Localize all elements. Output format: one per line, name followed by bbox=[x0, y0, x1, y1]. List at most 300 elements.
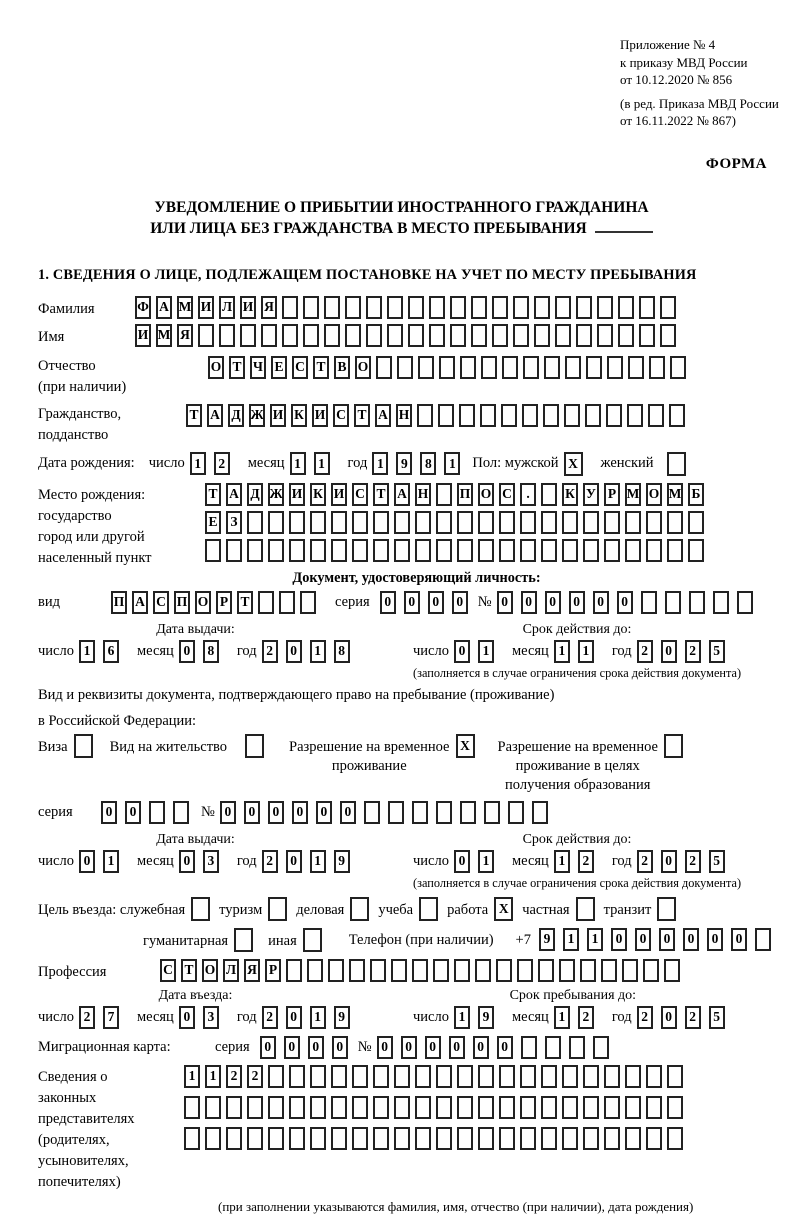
char-cell[interactable] bbox=[523, 356, 539, 379]
char-cell[interactable] bbox=[660, 296, 676, 319]
char-cell[interactable]: 0 bbox=[404, 591, 420, 614]
char-cell[interactable] bbox=[520, 1065, 536, 1088]
char-cell[interactable] bbox=[331, 1096, 347, 1119]
char-cell[interactable]: М bbox=[625, 483, 641, 506]
char-cell[interactable] bbox=[226, 1096, 242, 1119]
char-cell[interactable]: 1 bbox=[478, 640, 494, 663]
char-cell[interactable] bbox=[597, 324, 613, 347]
char-cell[interactable] bbox=[576, 897, 595, 921]
char-cell[interactable] bbox=[394, 1096, 410, 1119]
char-cell[interactable] bbox=[436, 1127, 452, 1150]
char-cell[interactable]: С bbox=[292, 356, 308, 379]
char-cell[interactable] bbox=[471, 296, 487, 319]
char-cell[interactable] bbox=[565, 356, 581, 379]
char-cell[interactable] bbox=[286, 959, 302, 982]
char-cell[interactable]: И bbox=[135, 324, 151, 347]
char-cell[interactable] bbox=[226, 539, 242, 562]
char-cell[interactable]: 5 bbox=[709, 850, 725, 873]
char-cell[interactable] bbox=[559, 959, 575, 982]
char-cell[interactable] bbox=[541, 1096, 557, 1119]
char-cell[interactable] bbox=[492, 324, 508, 347]
char-cell[interactable] bbox=[352, 1127, 368, 1150]
char-cell[interactable]: И bbox=[198, 296, 214, 319]
char-cell[interactable] bbox=[373, 1065, 389, 1088]
char-cell[interactable] bbox=[586, 356, 602, 379]
char-cell[interactable] bbox=[282, 324, 298, 347]
char-cell[interactable] bbox=[502, 356, 518, 379]
char-cell[interactable]: 1 bbox=[563, 928, 579, 951]
char-cell[interactable]: 1 bbox=[372, 452, 388, 475]
char-cell[interactable]: Е bbox=[205, 511, 221, 534]
char-cell[interactable]: 1 bbox=[554, 1006, 570, 1029]
char-cell[interactable] bbox=[173, 801, 189, 824]
char-cell[interactable] bbox=[597, 296, 613, 319]
char-cell[interactable] bbox=[376, 356, 392, 379]
char-cell[interactable]: Т bbox=[313, 356, 329, 379]
char-cell[interactable]: 9 bbox=[334, 1006, 350, 1029]
char-cell[interactable] bbox=[439, 356, 455, 379]
char-cell[interactable]: Ф bbox=[135, 296, 151, 319]
char-cell[interactable] bbox=[310, 1127, 326, 1150]
char-cell[interactable] bbox=[205, 539, 221, 562]
char-cell[interactable] bbox=[457, 1065, 473, 1088]
char-cell[interactable] bbox=[646, 539, 662, 562]
char-cell[interactable]: 2 bbox=[262, 1006, 278, 1029]
char-cell[interactable] bbox=[521, 1036, 537, 1059]
char-cell[interactable]: С bbox=[352, 483, 368, 506]
char-cell[interactable] bbox=[324, 324, 340, 347]
char-cell[interactable]: 1 bbox=[290, 452, 306, 475]
char-cell[interactable]: 2 bbox=[685, 1006, 701, 1029]
char-cell[interactable] bbox=[601, 959, 617, 982]
char-cell[interactable] bbox=[585, 404, 601, 427]
char-cell[interactable]: И bbox=[312, 404, 328, 427]
char-cell[interactable]: 2 bbox=[578, 1006, 594, 1029]
char-cell[interactable]: 0 bbox=[452, 591, 468, 614]
char-cell[interactable] bbox=[268, 511, 284, 534]
char-cell[interactable] bbox=[499, 539, 515, 562]
char-cell[interactable] bbox=[419, 897, 438, 921]
char-cell[interactable]: 0 bbox=[731, 928, 747, 951]
char-cell[interactable] bbox=[436, 1096, 452, 1119]
char-cell[interactable]: 0 bbox=[308, 1036, 324, 1059]
char-cell[interactable]: 1 bbox=[310, 850, 326, 873]
char-cell[interactable] bbox=[664, 734, 683, 758]
char-cell[interactable] bbox=[520, 1096, 536, 1119]
char-cell[interactable] bbox=[436, 483, 452, 506]
char-cell[interactable] bbox=[499, 1127, 515, 1150]
char-cell[interactable] bbox=[649, 356, 665, 379]
char-cell[interactable]: К bbox=[310, 483, 326, 506]
char-cell[interactable]: 3 bbox=[203, 850, 219, 873]
char-cell[interactable] bbox=[268, 897, 287, 921]
char-cell[interactable] bbox=[622, 959, 638, 982]
char-cell[interactable] bbox=[457, 1096, 473, 1119]
char-cell[interactable]: О bbox=[478, 483, 494, 506]
char-cell[interactable]: Н bbox=[396, 404, 412, 427]
char-cell[interactable] bbox=[713, 591, 729, 614]
char-cell[interactable] bbox=[499, 511, 515, 534]
char-cell[interactable] bbox=[541, 1127, 557, 1150]
char-cell[interactable]: 9 bbox=[478, 1006, 494, 1029]
char-cell[interactable]: Т bbox=[373, 483, 389, 506]
char-cell[interactable]: 0 bbox=[661, 1006, 677, 1029]
char-cell[interactable] bbox=[307, 959, 323, 982]
char-cell[interactable] bbox=[604, 1096, 620, 1119]
char-cell[interactable] bbox=[240, 324, 256, 347]
char-cell[interactable] bbox=[457, 539, 473, 562]
char-cell[interactable] bbox=[373, 511, 389, 534]
char-cell[interactable] bbox=[415, 539, 431, 562]
char-cell[interactable] bbox=[499, 1096, 515, 1119]
char-cell[interactable] bbox=[429, 324, 445, 347]
char-cell[interactable]: X bbox=[494, 897, 513, 921]
char-cell[interactable]: Р bbox=[265, 959, 281, 982]
char-cell[interactable]: Д bbox=[247, 483, 263, 506]
char-cell[interactable] bbox=[415, 1065, 431, 1088]
char-cell[interactable]: Р bbox=[216, 591, 232, 614]
char-cell[interactable]: Б bbox=[688, 483, 704, 506]
char-cell[interactable] bbox=[289, 511, 305, 534]
char-cell[interactable]: 8 bbox=[203, 640, 219, 663]
char-cell[interactable] bbox=[310, 511, 326, 534]
char-cell[interactable] bbox=[660, 324, 676, 347]
char-cell[interactable] bbox=[618, 296, 634, 319]
char-cell[interactable] bbox=[268, 1096, 284, 1119]
char-cell[interactable] bbox=[460, 801, 476, 824]
char-cell[interactable] bbox=[438, 404, 454, 427]
char-cell[interactable] bbox=[394, 1127, 410, 1150]
char-cell[interactable] bbox=[541, 511, 557, 534]
char-cell[interactable] bbox=[508, 801, 524, 824]
char-cell[interactable]: 0 bbox=[683, 928, 699, 951]
char-cell[interactable]: 1 bbox=[79, 640, 95, 663]
char-cell[interactable]: 0 bbox=[286, 850, 302, 873]
char-cell[interactable]: Т bbox=[237, 591, 253, 614]
char-cell[interactable] bbox=[643, 959, 659, 982]
char-cell[interactable]: 1 bbox=[184, 1065, 200, 1088]
char-cell[interactable]: 0 bbox=[454, 640, 470, 663]
char-cell[interactable]: Л bbox=[223, 959, 239, 982]
char-cell[interactable] bbox=[415, 1096, 431, 1119]
char-cell[interactable] bbox=[513, 296, 529, 319]
char-cell[interactable] bbox=[247, 1096, 263, 1119]
char-cell[interactable] bbox=[534, 296, 550, 319]
char-cell[interactable] bbox=[460, 356, 476, 379]
char-cell[interactable]: 1 bbox=[454, 1006, 470, 1029]
char-cell[interactable] bbox=[352, 539, 368, 562]
char-cell[interactable]: С bbox=[333, 404, 349, 427]
char-cell[interactable] bbox=[373, 539, 389, 562]
char-cell[interactable]: М bbox=[156, 324, 172, 347]
char-cell[interactable] bbox=[669, 404, 685, 427]
char-cell[interactable] bbox=[688, 539, 704, 562]
char-cell[interactable] bbox=[545, 1036, 561, 1059]
char-cell[interactable] bbox=[475, 959, 491, 982]
char-cell[interactable]: 0 bbox=[179, 640, 195, 663]
char-cell[interactable] bbox=[517, 959, 533, 982]
char-cell[interactable] bbox=[604, 511, 620, 534]
char-cell[interactable] bbox=[387, 296, 403, 319]
char-cell[interactable] bbox=[665, 591, 681, 614]
char-cell[interactable] bbox=[429, 296, 445, 319]
char-cell[interactable]: О bbox=[355, 356, 371, 379]
char-cell[interactable]: 2 bbox=[262, 640, 278, 663]
char-cell[interactable] bbox=[628, 356, 644, 379]
char-cell[interactable]: К bbox=[291, 404, 307, 427]
char-cell[interactable]: 0 bbox=[292, 801, 308, 824]
char-cell[interactable] bbox=[417, 404, 433, 427]
char-cell[interactable]: 2 bbox=[247, 1065, 263, 1088]
char-cell[interactable] bbox=[541, 483, 557, 506]
char-cell[interactable] bbox=[324, 296, 340, 319]
char-cell[interactable] bbox=[755, 928, 771, 951]
char-cell[interactable] bbox=[387, 324, 403, 347]
char-cell[interactable] bbox=[433, 959, 449, 982]
char-cell[interactable] bbox=[436, 539, 452, 562]
char-cell[interactable]: Е bbox=[271, 356, 287, 379]
char-cell[interactable]: 0 bbox=[454, 850, 470, 873]
char-cell[interactable]: 0 bbox=[661, 640, 677, 663]
char-cell[interactable] bbox=[562, 1096, 578, 1119]
char-cell[interactable] bbox=[289, 539, 305, 562]
char-cell[interactable]: 3 bbox=[203, 1006, 219, 1029]
char-cell[interactable]: 1 bbox=[444, 452, 460, 475]
char-cell[interactable] bbox=[331, 1065, 347, 1088]
char-cell[interactable]: 1 bbox=[478, 850, 494, 873]
char-cell[interactable]: 0 bbox=[220, 801, 236, 824]
char-cell[interactable] bbox=[289, 1096, 305, 1119]
char-cell[interactable] bbox=[478, 1127, 494, 1150]
char-cell[interactable] bbox=[457, 511, 473, 534]
char-cell[interactable] bbox=[459, 404, 475, 427]
char-cell[interactable] bbox=[303, 324, 319, 347]
char-cell[interactable] bbox=[618, 324, 634, 347]
char-cell[interactable]: 5 bbox=[709, 640, 725, 663]
char-cell[interactable] bbox=[625, 1127, 641, 1150]
char-cell[interactable]: С bbox=[160, 959, 176, 982]
char-cell[interactable]: А bbox=[394, 483, 410, 506]
char-cell[interactable] bbox=[667, 452, 686, 476]
char-cell[interactable]: З bbox=[226, 511, 242, 534]
char-cell[interactable]: 1 bbox=[205, 1065, 221, 1088]
char-cell[interactable] bbox=[478, 539, 494, 562]
char-cell[interactable]: Я bbox=[177, 324, 193, 347]
char-cell[interactable] bbox=[583, 1127, 599, 1150]
char-cell[interactable]: А bbox=[226, 483, 242, 506]
char-cell[interactable] bbox=[562, 1065, 578, 1088]
char-cell[interactable]: 0 bbox=[425, 1036, 441, 1059]
char-cell[interactable]: П bbox=[457, 483, 473, 506]
char-cell[interactable]: Р bbox=[604, 483, 620, 506]
char-cell[interactable] bbox=[604, 539, 620, 562]
char-cell[interactable]: А bbox=[375, 404, 391, 427]
char-cell[interactable]: Д bbox=[228, 404, 244, 427]
char-cell[interactable] bbox=[74, 734, 93, 758]
char-cell[interactable]: 1 bbox=[554, 850, 570, 873]
char-cell[interactable]: 0 bbox=[473, 1036, 489, 1059]
char-cell[interactable] bbox=[646, 1127, 662, 1150]
char-cell[interactable] bbox=[555, 296, 571, 319]
char-cell[interactable]: 1 bbox=[103, 850, 119, 873]
char-cell[interactable] bbox=[627, 404, 643, 427]
char-cell[interactable] bbox=[279, 591, 295, 614]
char-cell[interactable] bbox=[310, 1065, 326, 1088]
char-cell[interactable]: Т bbox=[205, 483, 221, 506]
char-cell[interactable] bbox=[646, 1065, 662, 1088]
char-cell[interactable] bbox=[496, 959, 512, 982]
char-cell[interactable]: 0 bbox=[497, 1036, 513, 1059]
char-cell[interactable] bbox=[412, 801, 428, 824]
char-cell[interactable] bbox=[513, 324, 529, 347]
char-cell[interactable] bbox=[667, 539, 683, 562]
char-cell[interactable]: 1 bbox=[587, 928, 603, 951]
char-cell[interactable] bbox=[373, 1127, 389, 1150]
char-cell[interactable] bbox=[258, 591, 274, 614]
char-cell[interactable] bbox=[310, 539, 326, 562]
char-cell[interactable]: И bbox=[240, 296, 256, 319]
char-cell[interactable]: Ж bbox=[249, 404, 265, 427]
char-cell[interactable] bbox=[583, 511, 599, 534]
char-cell[interactable]: О bbox=[646, 483, 662, 506]
char-cell[interactable] bbox=[366, 296, 382, 319]
char-cell[interactable] bbox=[412, 959, 428, 982]
char-cell[interactable] bbox=[478, 1096, 494, 1119]
char-cell[interactable] bbox=[564, 404, 580, 427]
char-cell[interactable]: 0 bbox=[659, 928, 675, 951]
char-cell[interactable] bbox=[300, 591, 316, 614]
char-cell[interactable] bbox=[247, 539, 263, 562]
char-cell[interactable] bbox=[625, 1096, 641, 1119]
char-cell[interactable] bbox=[499, 1065, 515, 1088]
char-cell[interactable]: 0 bbox=[179, 850, 195, 873]
char-cell[interactable] bbox=[541, 539, 557, 562]
char-cell[interactable]: А bbox=[207, 404, 223, 427]
char-cell[interactable]: С bbox=[153, 591, 169, 614]
char-cell[interactable] bbox=[436, 801, 452, 824]
char-cell[interactable] bbox=[667, 1127, 683, 1150]
char-cell[interactable]: 2 bbox=[79, 1006, 95, 1029]
char-cell[interactable]: И bbox=[289, 483, 305, 506]
char-cell[interactable] bbox=[394, 1065, 410, 1088]
char-cell[interactable] bbox=[408, 296, 424, 319]
char-cell[interactable] bbox=[289, 1065, 305, 1088]
char-cell[interactable] bbox=[648, 404, 664, 427]
char-cell[interactable] bbox=[646, 511, 662, 534]
char-cell[interactable]: Л bbox=[219, 296, 235, 319]
char-cell[interactable]: 0 bbox=[593, 591, 609, 614]
char-cell[interactable]: 0 bbox=[260, 1036, 276, 1059]
char-cell[interactable] bbox=[415, 511, 431, 534]
char-cell[interactable]: 1 bbox=[310, 640, 326, 663]
char-cell[interactable] bbox=[688, 511, 704, 534]
char-cell[interactable] bbox=[191, 897, 210, 921]
char-cell[interactable]: 2 bbox=[637, 1006, 653, 1029]
char-cell[interactable] bbox=[576, 324, 592, 347]
char-cell[interactable]: 0 bbox=[497, 591, 513, 614]
char-cell[interactable] bbox=[501, 404, 517, 427]
char-cell[interactable] bbox=[737, 591, 753, 614]
char-cell[interactable] bbox=[639, 296, 655, 319]
char-cell[interactable] bbox=[345, 296, 361, 319]
char-cell[interactable]: Т bbox=[181, 959, 197, 982]
char-cell[interactable]: Я bbox=[261, 296, 277, 319]
char-cell[interactable]: 8 bbox=[420, 452, 436, 475]
char-cell[interactable] bbox=[268, 539, 284, 562]
char-cell[interactable]: 8 bbox=[334, 640, 350, 663]
char-cell[interactable] bbox=[234, 928, 253, 952]
char-cell[interactable]: 0 bbox=[79, 850, 95, 873]
char-cell[interactable] bbox=[520, 1127, 536, 1150]
char-cell[interactable] bbox=[541, 1065, 557, 1088]
char-cell[interactable]: 7 bbox=[103, 1006, 119, 1029]
char-cell[interactable] bbox=[625, 511, 641, 534]
char-cell[interactable]: 2 bbox=[578, 850, 594, 873]
char-cell[interactable]: 0 bbox=[449, 1036, 465, 1059]
char-cell[interactable]: О bbox=[208, 356, 224, 379]
char-cell[interactable] bbox=[245, 734, 264, 758]
char-cell[interactable] bbox=[454, 959, 470, 982]
char-cell[interactable]: П bbox=[111, 591, 127, 614]
char-cell[interactable] bbox=[555, 324, 571, 347]
char-cell[interactable] bbox=[247, 1127, 263, 1150]
char-cell[interactable]: 2 bbox=[637, 850, 653, 873]
char-cell[interactable] bbox=[606, 404, 622, 427]
char-cell[interactable] bbox=[562, 1127, 578, 1150]
char-cell[interactable] bbox=[520, 539, 536, 562]
char-cell[interactable]: 0 bbox=[316, 801, 332, 824]
char-cell[interactable] bbox=[415, 1127, 431, 1150]
char-cell[interactable]: 0 bbox=[179, 1006, 195, 1029]
char-cell[interactable] bbox=[350, 897, 369, 921]
char-cell[interactable] bbox=[394, 511, 410, 534]
char-cell[interactable] bbox=[184, 1127, 200, 1150]
char-cell[interactable] bbox=[418, 356, 434, 379]
char-cell[interactable]: Ж bbox=[268, 483, 284, 506]
char-cell[interactable] bbox=[532, 801, 548, 824]
char-cell[interactable] bbox=[352, 1065, 368, 1088]
char-cell[interactable] bbox=[388, 801, 404, 824]
char-cell[interactable]: 0 bbox=[284, 1036, 300, 1059]
char-cell[interactable] bbox=[580, 959, 596, 982]
char-cell[interactable] bbox=[331, 539, 347, 562]
char-cell[interactable] bbox=[562, 539, 578, 562]
char-cell[interactable] bbox=[604, 1065, 620, 1088]
char-cell[interactable] bbox=[247, 511, 263, 534]
char-cell[interactable]: 1 bbox=[314, 452, 330, 475]
char-cell[interactable] bbox=[436, 1065, 452, 1088]
char-cell[interactable] bbox=[303, 928, 322, 952]
char-cell[interactable]: 0 bbox=[380, 591, 396, 614]
char-cell[interactable] bbox=[331, 511, 347, 534]
char-cell[interactable] bbox=[219, 324, 235, 347]
char-cell[interactable] bbox=[562, 511, 578, 534]
char-cell[interactable] bbox=[492, 296, 508, 319]
char-cell[interactable] bbox=[689, 591, 705, 614]
char-cell[interactable] bbox=[370, 959, 386, 982]
char-cell[interactable] bbox=[282, 296, 298, 319]
char-cell[interactable] bbox=[331, 1127, 347, 1150]
char-cell[interactable] bbox=[576, 296, 592, 319]
char-cell[interactable] bbox=[604, 1127, 620, 1150]
char-cell[interactable]: 0 bbox=[707, 928, 723, 951]
char-cell[interactable] bbox=[391, 959, 407, 982]
char-cell[interactable]: 0 bbox=[635, 928, 651, 951]
char-cell[interactable] bbox=[670, 356, 686, 379]
char-cell[interactable]: С bbox=[499, 483, 515, 506]
char-cell[interactable]: 2 bbox=[262, 850, 278, 873]
char-cell[interactable]: Н bbox=[415, 483, 431, 506]
